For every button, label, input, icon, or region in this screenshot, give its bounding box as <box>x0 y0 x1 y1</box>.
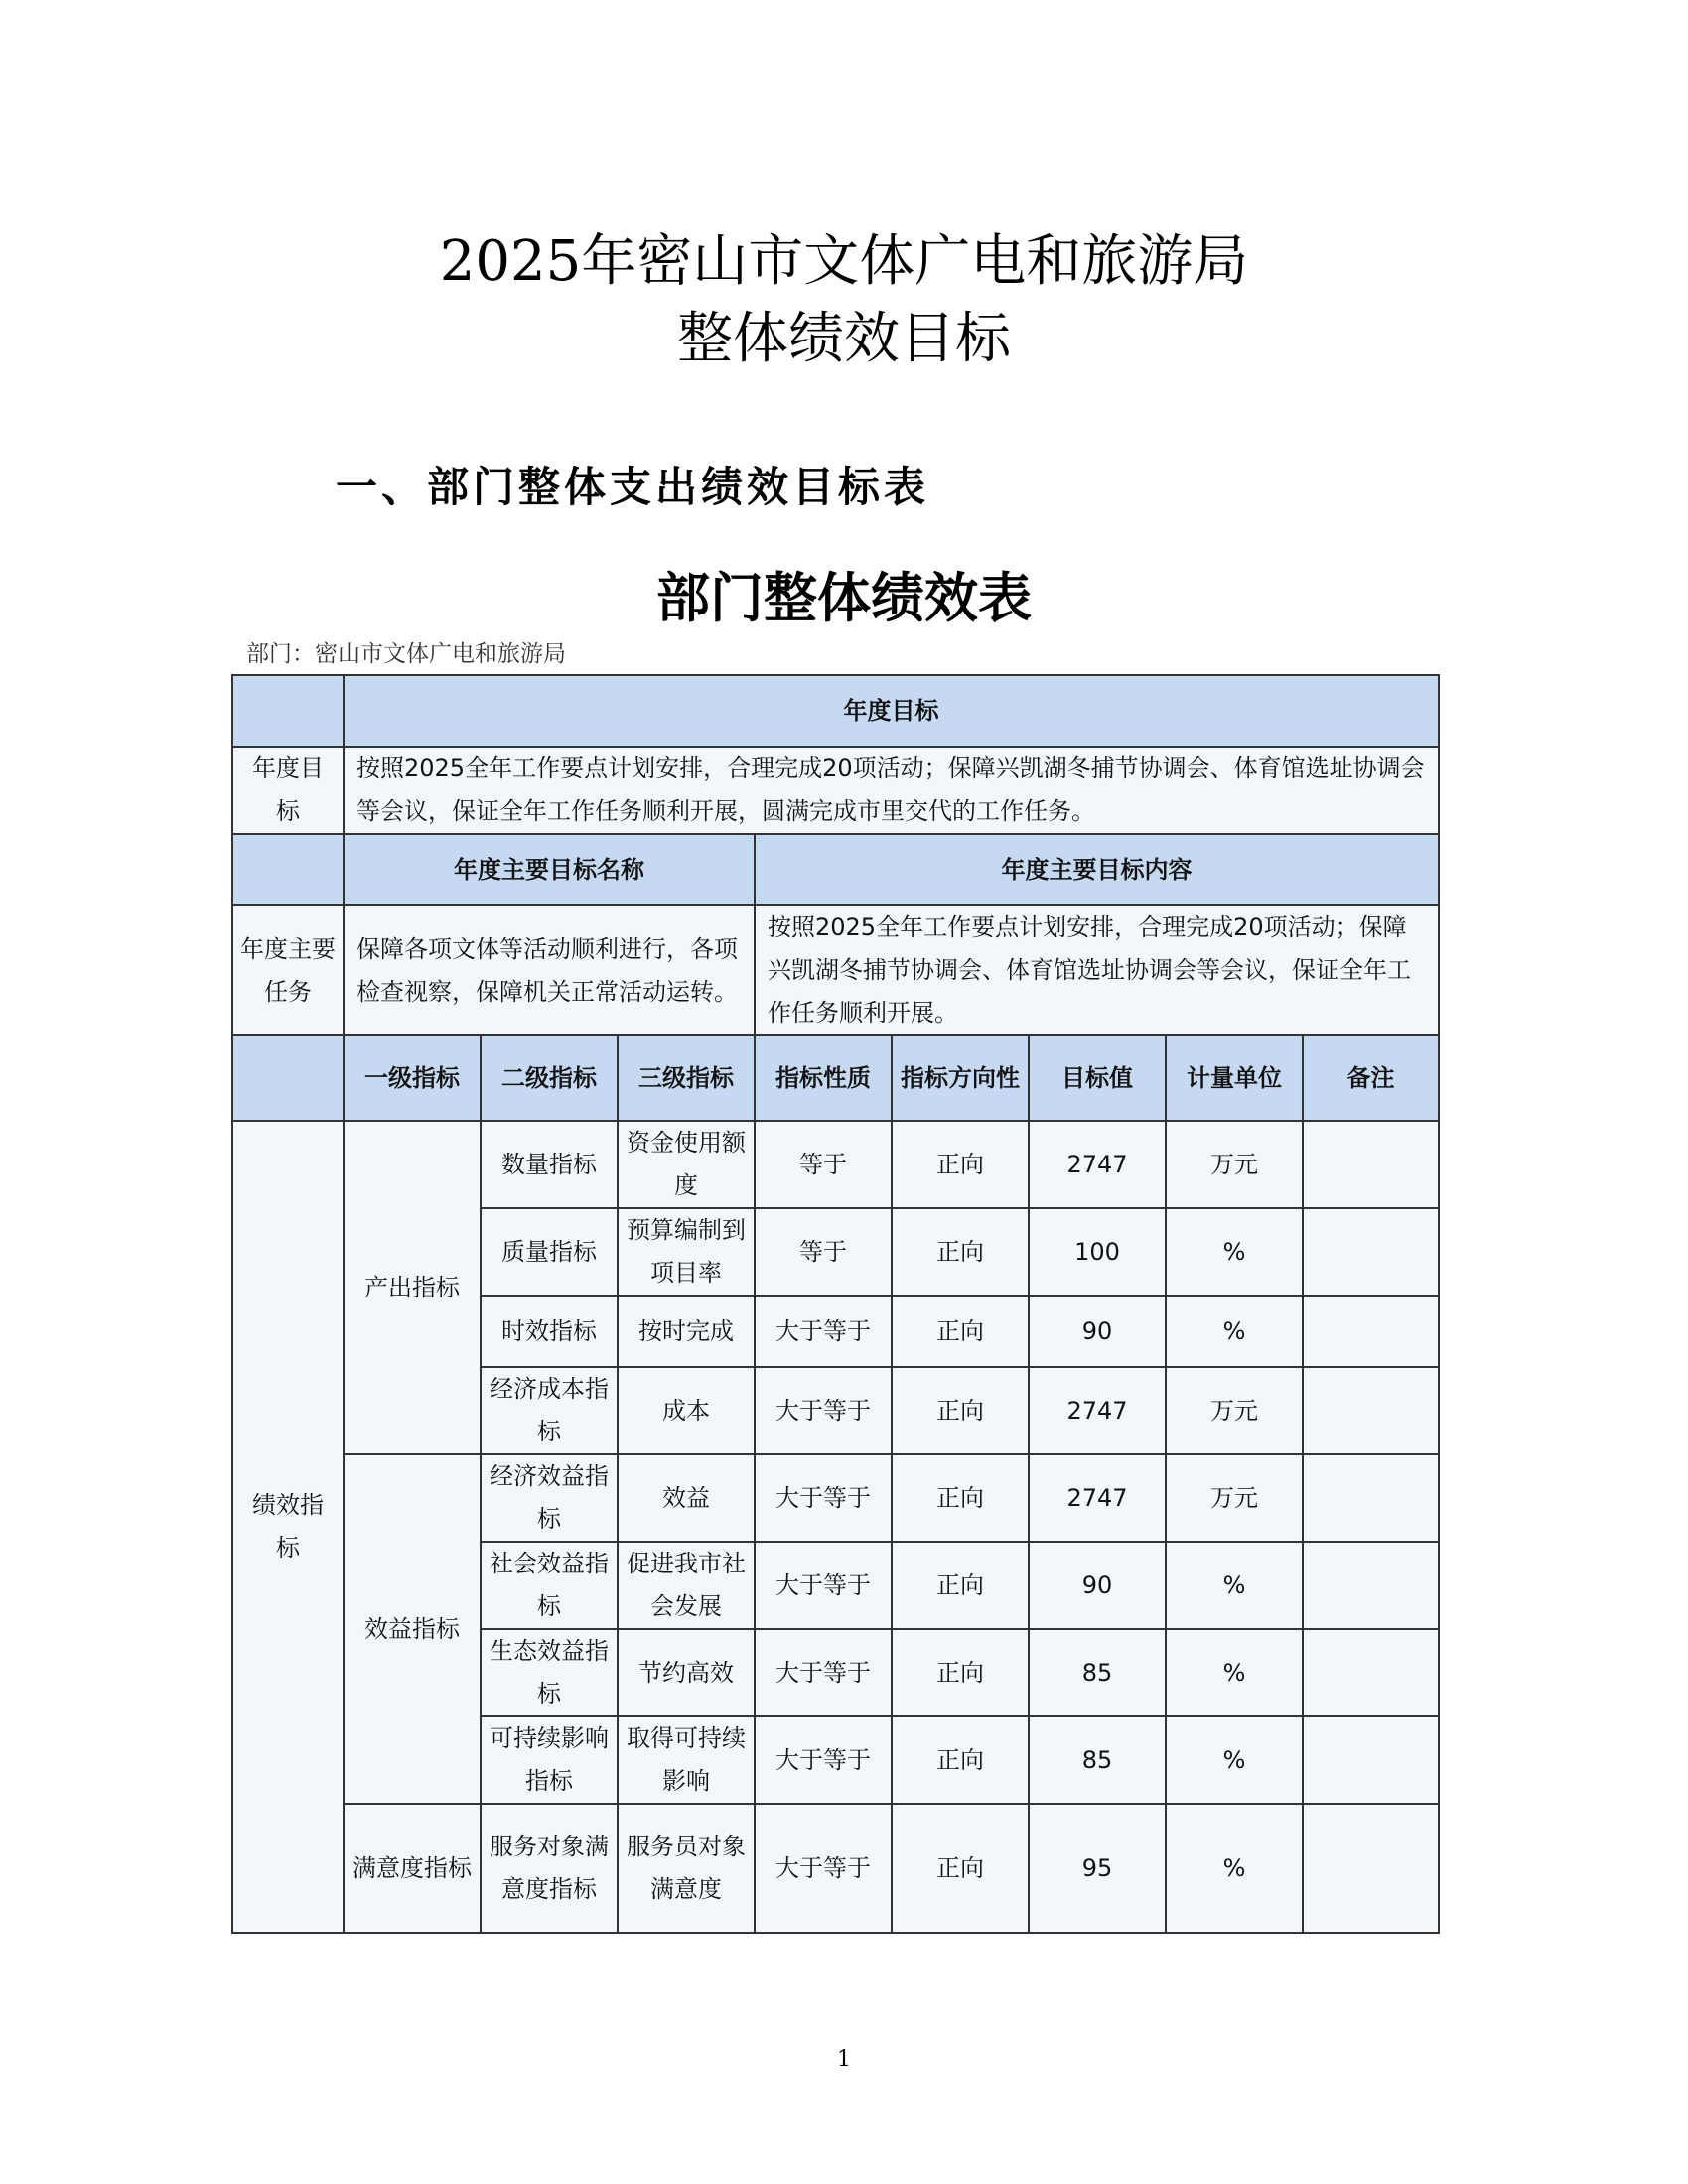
unit-cell: % <box>1166 1296 1303 1367</box>
remark-cell <box>1303 1804 1439 1933</box>
col-header-target: 目标值 <box>1029 1035 1166 1121</box>
nature-cell: 大于等于 <box>755 1367 892 1454</box>
table-row <box>232 1454 1439 1542</box>
direction-cell: 正向 <box>892 1716 1029 1804</box>
level3-cell: 取得可持续影响 <box>618 1716 755 1804</box>
indicator-group-label: 绩效指标 <box>232 1121 344 1933</box>
target-cell: 100 <box>1029 1208 1166 1296</box>
main-task-content: 按照2025全年工作要点计划安排，合理完成20项活动；保障兴凯湖冬捕节协调会、体育馆选址协调会等会议，保证全年工作任务顺利开展。 <box>755 905 1439 1035</box>
target-cell: 90 <box>1029 1296 1166 1367</box>
level1-satisfaction: 满意度指标 <box>344 1804 481 1933</box>
main-task-name-header: 年度主要目标名称 <box>344 834 755 905</box>
direction-cell: 正向 <box>892 1454 1029 1542</box>
header-blank-cell <box>232 834 344 905</box>
level3-cell: 按时完成 <box>618 1296 755 1367</box>
page-number: 1 <box>837 2047 851 2072</box>
annual-goal-header: 年度目标 <box>344 675 1439 747</box>
header-blank-cell <box>232 675 344 747</box>
unit-cell: % <box>1166 1629 1303 1716</box>
nature-cell: 大于等于 <box>755 1454 892 1542</box>
remark-cell <box>1303 1542 1439 1629</box>
level3-cell: 节约高效 <box>618 1629 755 1716</box>
target-cell: 85 <box>1029 1629 1166 1716</box>
indicator-header-row <box>232 1035 1439 1121</box>
level2-cell: 数量指标 <box>481 1121 618 1208</box>
nature-cell: 大于等于 <box>755 1296 892 1367</box>
main-task-name: 保障各项文体等活动顺利进行，各项检查视察，保障机关正常活动运转。 <box>344 905 755 1035</box>
direction-cell: 正向 <box>892 1296 1029 1367</box>
level3-cell: 促进我市社会发展 <box>618 1542 755 1629</box>
section-heading: 一、部门整体支出绩效目标表 <box>336 463 930 511</box>
col-header-direction: 指标方向性 <box>892 1035 1029 1121</box>
col-header-level2: 二级指标 <box>481 1035 618 1121</box>
level2-cell: 时效指标 <box>481 1296 618 1367</box>
main-task-content-header: 年度主要目标内容 <box>755 834 1439 905</box>
remark-cell <box>1303 1121 1439 1208</box>
unit-cell: 万元 <box>1166 1121 1303 1208</box>
unit-cell: % <box>1166 1804 1303 1933</box>
col-header-level3: 三级指标 <box>618 1035 755 1121</box>
direction-cell: 正向 <box>892 1367 1029 1454</box>
nature-cell: 大于等于 <box>755 1629 892 1716</box>
remark-cell <box>1303 1454 1439 1542</box>
level1-output: 产出指标 <box>344 1121 481 1454</box>
annual-goal-content: 按照2025全年工作要点计划安排，合理完成20项活动；保障兴凯湖冬捕节协调会、体育馆选址协调会等会议，保证全年工作任务顺利开展，圆满完成市里交代的工作任务。 <box>344 747 1439 834</box>
unit-cell: % <box>1166 1208 1303 1296</box>
level3-cell: 服务员对象满意度 <box>618 1804 755 1933</box>
performance-table <box>231 674 1440 1934</box>
document-title-line2: 整体绩效目标 <box>677 307 1011 371</box>
nature-cell: 大于等于 <box>755 1804 892 1933</box>
level3-cell: 效益 <box>618 1454 755 1542</box>
unit-cell: 万元 <box>1166 1367 1303 1454</box>
col-header-nature: 指标性质 <box>755 1035 892 1121</box>
table-row <box>232 1121 1439 1208</box>
level2-cell: 质量指标 <box>481 1208 618 1296</box>
direction-cell: 正向 <box>892 1208 1029 1296</box>
direction-cell: 正向 <box>892 1121 1029 1208</box>
level2-cell: 经济成本指标 <box>481 1367 618 1454</box>
target-cell: 85 <box>1029 1716 1166 1804</box>
remark-cell <box>1303 1296 1439 1367</box>
nature-cell: 大于等于 <box>755 1542 892 1629</box>
main-task-row <box>232 905 1439 1035</box>
remark-cell <box>1303 1367 1439 1454</box>
col-header-unit: 计量单位 <box>1166 1035 1303 1121</box>
level2-cell: 生态效益指标 <box>481 1629 618 1716</box>
annual-goal-row <box>232 747 1439 834</box>
table-title: 部门整体绩效表 <box>656 567 1032 629</box>
level2-cell: 经济效益指标 <box>481 1454 618 1542</box>
nature-cell: 等于 <box>755 1121 892 1208</box>
department-label: 部门：密山市文体广电和旅游局 <box>246 641 566 667</box>
remark-cell <box>1303 1716 1439 1804</box>
level3-cell: 资金使用额度 <box>618 1121 755 1208</box>
target-cell: 95 <box>1029 1804 1166 1933</box>
unit-cell: % <box>1166 1716 1303 1804</box>
remark-cell <box>1303 1629 1439 1716</box>
table-row <box>232 1804 1439 1933</box>
header-blank-cell <box>232 1035 344 1121</box>
col-header-level1: 一级指标 <box>344 1035 481 1121</box>
nature-cell: 等于 <box>755 1208 892 1296</box>
level3-cell: 成本 <box>618 1367 755 1454</box>
target-cell: 90 <box>1029 1542 1166 1629</box>
main-task-header-row <box>232 834 1439 905</box>
col-header-remark: 备注 <box>1303 1035 1439 1121</box>
target-cell: 2747 <box>1029 1454 1166 1542</box>
level1-benefit: 效益指标 <box>344 1454 481 1804</box>
annual-goal-header-row <box>232 675 1439 747</box>
direction-cell: 正向 <box>892 1542 1029 1629</box>
level2-cell: 社会效益指标 <box>481 1542 618 1629</box>
level2-cell: 服务对象满意度指标 <box>481 1804 618 1933</box>
target-cell: 2747 <box>1029 1367 1166 1454</box>
unit-cell: % <box>1166 1542 1303 1629</box>
remark-cell <box>1303 1208 1439 1296</box>
unit-cell: 万元 <box>1166 1454 1303 1542</box>
level2-cell: 可持续影响指标 <box>481 1716 618 1804</box>
level3-cell: 预算编制到项目率 <box>618 1208 755 1296</box>
nature-cell: 大于等于 <box>755 1716 892 1804</box>
direction-cell: 正向 <box>892 1804 1029 1933</box>
target-cell: 2747 <box>1029 1121 1166 1208</box>
annual-goal-label: 年度目标 <box>232 747 344 834</box>
direction-cell: 正向 <box>892 1629 1029 1716</box>
main-task-label: 年度主要任务 <box>232 905 344 1035</box>
document-title-line1: 2025年密山市文体广电和旅游局 <box>439 229 1249 294</box>
